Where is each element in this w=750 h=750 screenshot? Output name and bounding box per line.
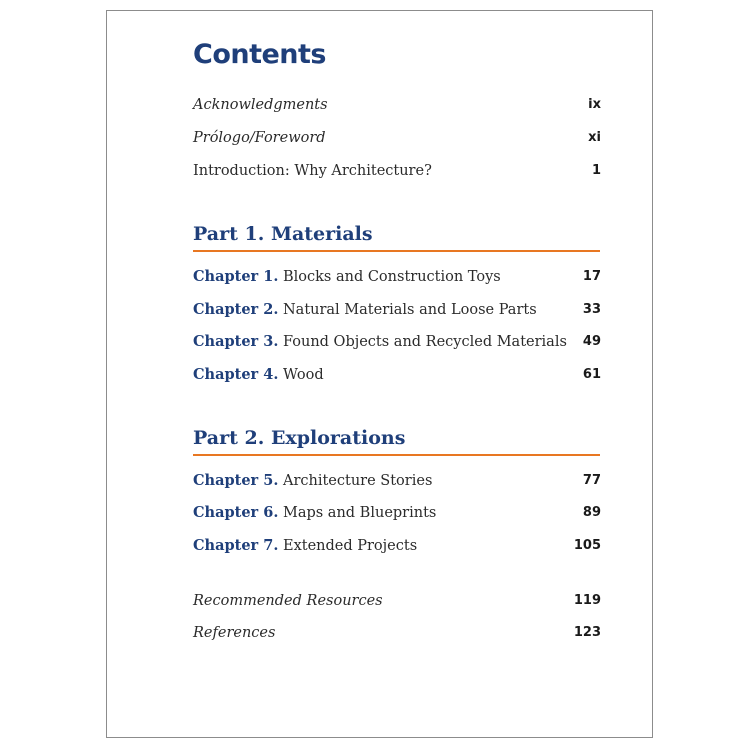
contents-title: Contents bbox=[193, 39, 327, 70]
part-divider-2 bbox=[193, 454, 600, 456]
book-page bbox=[106, 10, 653, 738]
toc-entry-label: Prólogo/Foreword bbox=[193, 130, 326, 146]
toc-entry-chapter-6 bbox=[193, 501, 601, 525]
chapter-title: Wood bbox=[282, 367, 324, 383]
chapter-title: Extended Projects bbox=[282, 538, 418, 554]
toc-entry-label: Introduction: Why Architecture? bbox=[193, 163, 432, 179]
chapter-title: Maps and Blueprints bbox=[282, 505, 437, 521]
toc-page-number: xi bbox=[588, 130, 601, 145]
chapter-number: Chapter 1. bbox=[193, 268, 279, 285]
toc-entry-label bbox=[193, 330, 567, 354]
chapter-number: Chapter 3. bbox=[193, 333, 279, 350]
toc-entry-label bbox=[193, 298, 537, 322]
chapter-title: Blocks and Construction Toys bbox=[282, 269, 501, 285]
toc-entry-chapter-5 bbox=[193, 469, 601, 493]
chapter-title: Found Objects and Recycled Materials bbox=[282, 334, 567, 350]
toc-page-number: ix bbox=[588, 97, 601, 112]
toc-page-number: 89 bbox=[582, 505, 601, 520]
toc-entry-label bbox=[193, 501, 436, 525]
toc-page-number: 77 bbox=[582, 473, 601, 488]
toc-entry-label bbox=[193, 265, 501, 289]
toc-entry-chapter-7 bbox=[193, 534, 601, 558]
toc-entry-label: Recommended Resources bbox=[193, 593, 383, 609]
chapter-number: Chapter 2. bbox=[193, 301, 279, 318]
toc-entry-acknowledgments bbox=[193, 93, 601, 117]
toc-entry-label: Acknowledgments bbox=[193, 97, 328, 113]
toc-page-number: 61 bbox=[582, 367, 601, 382]
chapter-number: Chapter 6. bbox=[193, 504, 279, 521]
toc-page-number: 123 bbox=[573, 625, 601, 640]
toc-entry-label bbox=[193, 469, 432, 493]
chapter-title: Natural Materials and Loose Parts bbox=[282, 302, 537, 318]
toc-page-number: 1 bbox=[591, 163, 601, 178]
toc-entry-foreword bbox=[193, 126, 601, 150]
toc-entry-chapter-1 bbox=[193, 265, 601, 289]
toc-entry-chapter-2 bbox=[193, 298, 601, 322]
toc-entry-label bbox=[193, 363, 324, 387]
toc-entry-label bbox=[193, 534, 417, 558]
toc-page-number: 119 bbox=[573, 593, 601, 608]
toc-page-number: 49 bbox=[582, 334, 601, 349]
toc-entry-chapter-3 bbox=[193, 330, 601, 354]
chapter-number: Chapter 5. bbox=[193, 472, 279, 489]
toc-entry-chapter-4 bbox=[193, 363, 601, 387]
part-heading-1: Part 1. Materials bbox=[193, 223, 373, 245]
part-heading-2: Part 2. Explorations bbox=[193, 427, 406, 449]
toc-entry-label: References bbox=[193, 625, 276, 641]
toc-entry-introduction bbox=[193, 159, 601, 183]
toc-entry-references bbox=[193, 621, 601, 645]
chapter-number: Chapter 4. bbox=[193, 366, 279, 383]
part-divider-1 bbox=[193, 250, 600, 252]
toc-page-number: 17 bbox=[582, 269, 601, 284]
chapter-number: Chapter 7. bbox=[193, 537, 279, 554]
chapter-title: Architecture Stories bbox=[282, 473, 433, 489]
toc-entry-recommended-resources bbox=[193, 589, 601, 613]
toc-page-number: 105 bbox=[573, 538, 601, 553]
toc-page-number: 33 bbox=[582, 302, 601, 317]
